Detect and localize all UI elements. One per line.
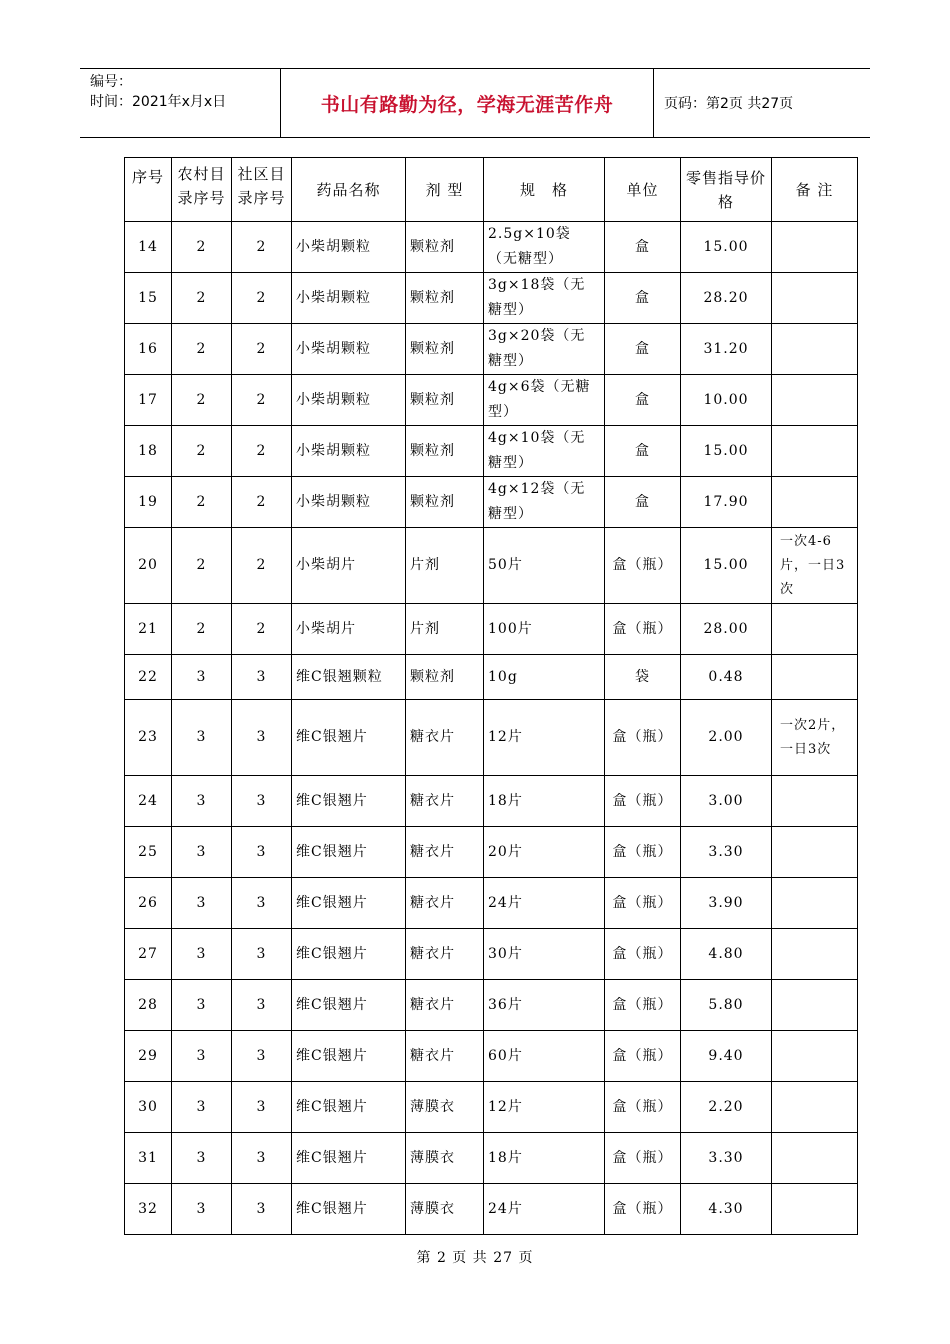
cell-dosage-form: 颗粒剂 (406, 324, 484, 375)
cell-unit: 盒（瓶） (605, 878, 681, 929)
cell-price: 4.80 (681, 929, 772, 980)
cell-drug-name: 维C银翘片 (292, 1184, 406, 1235)
cell-rural-no: 2 (172, 375, 232, 426)
cell-community-no: 3 (232, 980, 292, 1031)
cell-rural-no: 3 (172, 700, 232, 776)
table-row (125, 655, 858, 700)
cell-unit: 盒（瓶） (605, 1031, 681, 1082)
cell-remark (772, 980, 858, 1031)
cell-seq: 15 (125, 273, 172, 324)
drug-price-table (124, 157, 858, 1235)
table-row (125, 375, 858, 426)
cell-price: 10.00 (681, 375, 772, 426)
cell-seq: 23 (125, 700, 172, 776)
cell-remark (772, 1184, 858, 1235)
cell-spec: 36片 (484, 980, 605, 1031)
cell-unit: 盒 (605, 426, 681, 477)
cell-dosage-form: 颗粒剂 (406, 477, 484, 528)
cell-price: 3.30 (681, 1133, 772, 1184)
header-motto: 书山有路勤为径，学海无涯苦作舟 (281, 69, 654, 137)
cell-unit: 盒（瓶） (605, 604, 681, 655)
cell-remark (772, 776, 858, 827)
cell-seq: 17 (125, 375, 172, 426)
table-row (125, 426, 858, 477)
cell-rural-no: 3 (172, 1031, 232, 1082)
cell-price: 28.20 (681, 273, 772, 324)
cell-price: 3.90 (681, 878, 772, 929)
cell-dosage-form: 片剂 (406, 604, 484, 655)
cell-spec: 12片 (484, 1082, 605, 1133)
col-header-community-catalog: 社区目录序号 (232, 158, 292, 222)
cell-remark (772, 324, 858, 375)
cell-drug-name: 维C银翘片 (292, 980, 406, 1031)
cell-rural-no: 3 (172, 1184, 232, 1235)
cell-unit: 盒（瓶） (605, 929, 681, 980)
cell-unit: 盒（瓶） (605, 700, 681, 776)
cell-unit: 袋 (605, 655, 681, 700)
cell-rural-no: 2 (172, 273, 232, 324)
cell-price: 28.00 (681, 604, 772, 655)
cell-seq: 26 (125, 878, 172, 929)
cell-drug-name: 维C银翘片 (292, 776, 406, 827)
table-row (125, 1031, 858, 1082)
cell-drug-name: 维C银翘片 (292, 827, 406, 878)
cell-unit: 盒（瓶） (605, 1133, 681, 1184)
cell-dosage-form: 糖衣片 (406, 827, 484, 878)
cell-rural-no: 3 (172, 1133, 232, 1184)
cell-dosage-form: 片剂 (406, 528, 484, 604)
cell-spec: 3g×18袋（无糖型） (484, 273, 605, 324)
cell-community-no: 3 (232, 655, 292, 700)
cell-dosage-form: 糖衣片 (406, 776, 484, 827)
cell-remark (772, 878, 858, 929)
table-row (125, 1082, 858, 1133)
cell-spec: 100片 (484, 604, 605, 655)
cell-drug-name: 小柴胡颗粒 (292, 273, 406, 324)
cell-drug-name: 维C银翘颗粒 (292, 655, 406, 700)
cell-price: 15.00 (681, 528, 772, 604)
cell-price: 3.00 (681, 776, 772, 827)
cell-remark (772, 222, 858, 273)
cell-price: 2.20 (681, 1082, 772, 1133)
cell-seq: 18 (125, 426, 172, 477)
cell-price: 5.80 (681, 980, 772, 1031)
cell-seq: 16 (125, 324, 172, 375)
cell-rural-no: 3 (172, 878, 232, 929)
cell-spec: 4g×12袋（无糖型） (484, 477, 605, 528)
cell-spec: 30片 (484, 929, 605, 980)
table-row (125, 827, 858, 878)
cell-community-no: 2 (232, 222, 292, 273)
cell-rural-no: 2 (172, 426, 232, 477)
cell-remark (772, 426, 858, 477)
table-row (125, 528, 858, 604)
cell-unit: 盒 (605, 375, 681, 426)
cell-seq: 32 (125, 1184, 172, 1235)
cell-unit: 盒（瓶） (605, 980, 681, 1031)
table-row (125, 1133, 858, 1184)
cell-remark (772, 929, 858, 980)
cell-price: 31.20 (681, 324, 772, 375)
cell-rural-no: 2 (172, 604, 232, 655)
cell-rural-no: 2 (172, 324, 232, 375)
table-row (125, 477, 858, 528)
cell-unit: 盒（瓶） (605, 827, 681, 878)
col-header-drug-name: 药品名称 (292, 158, 406, 222)
cell-dosage-form: 薄膜衣 (406, 1082, 484, 1133)
cell-seq: 14 (125, 222, 172, 273)
cell-community-no: 2 (232, 604, 292, 655)
cell-unit: 盒 (605, 324, 681, 375)
cell-drug-name: 小柴胡颗粒 (292, 477, 406, 528)
table-row (125, 700, 858, 776)
cell-seq: 19 (125, 477, 172, 528)
cell-dosage-form: 颗粒剂 (406, 222, 484, 273)
table-row (125, 776, 858, 827)
cell-remark (772, 1082, 858, 1133)
cell-unit: 盒（瓶） (605, 776, 681, 827)
cell-drug-name: 维C银翘片 (292, 700, 406, 776)
cell-drug-name: 小柴胡颗粒 (292, 222, 406, 273)
cell-community-no: 3 (232, 700, 292, 776)
cell-unit: 盒 (605, 477, 681, 528)
col-header-unit: 单位 (605, 158, 681, 222)
page-footer: 第 2 页 共 27 页 (416, 1250, 534, 1266)
cell-dosage-form: 糖衣片 (406, 878, 484, 929)
cell-community-no: 3 (232, 1133, 292, 1184)
cell-rural-no: 2 (172, 477, 232, 528)
cell-drug-name: 维C银翘片 (292, 1133, 406, 1184)
cell-drug-name: 小柴胡颗粒 (292, 324, 406, 375)
cell-drug-name: 小柴胡片 (292, 528, 406, 604)
cell-community-no: 3 (232, 827, 292, 878)
cell-remark (772, 273, 858, 324)
cell-dosage-form: 糖衣片 (406, 1031, 484, 1082)
cell-dosage-form: 颗粒剂 (406, 426, 484, 477)
cell-drug-name: 维C银翘片 (292, 1031, 406, 1082)
cell-seq: 25 (125, 827, 172, 878)
cell-community-no: 2 (232, 426, 292, 477)
cell-rural-no: 3 (172, 827, 232, 878)
cell-spec: 60片 (484, 1031, 605, 1082)
cell-community-no: 2 (232, 477, 292, 528)
col-header-seq: 序号 (125, 158, 172, 222)
table-body (125, 222, 858, 1235)
cell-unit: 盒（瓶） (605, 1082, 681, 1133)
cell-rural-no: 3 (172, 980, 232, 1031)
cell-community-no: 2 (232, 324, 292, 375)
cell-spec: 10g (484, 655, 605, 700)
cell-spec: 50片 (484, 528, 605, 604)
cell-community-no: 2 (232, 375, 292, 426)
cell-spec: 18片 (484, 776, 605, 827)
cell-seq: 22 (125, 655, 172, 700)
table-row (125, 1184, 858, 1235)
table-row (125, 604, 858, 655)
cell-community-no: 3 (232, 776, 292, 827)
cell-community-no: 2 (232, 273, 292, 324)
cell-community-no: 2 (232, 528, 292, 604)
table-row (125, 878, 858, 929)
cell-seq: 21 (125, 604, 172, 655)
cell-drug-name: 小柴胡片 (292, 604, 406, 655)
page-header (80, 68, 870, 138)
cell-dosage-form: 糖衣片 (406, 929, 484, 980)
cell-drug-name: 维C银翘片 (292, 1082, 406, 1133)
cell-price: 3.30 (681, 827, 772, 878)
cell-spec: 18片 (484, 1133, 605, 1184)
cell-drug-name: 小柴胡颗粒 (292, 426, 406, 477)
cell-dosage-form: 颗粒剂 (406, 375, 484, 426)
cell-community-no: 3 (232, 1031, 292, 1082)
cell-unit: 盒 (605, 273, 681, 324)
cell-remark (772, 827, 858, 878)
cell-price: 4.30 (681, 1184, 772, 1235)
cell-seq: 24 (125, 776, 172, 827)
cell-seq: 20 (125, 528, 172, 604)
cell-dosage-form: 糖衣片 (406, 980, 484, 1031)
cell-spec: 20片 (484, 827, 605, 878)
cell-rural-no: 3 (172, 929, 232, 980)
cell-remark (772, 375, 858, 426)
table-row (125, 929, 858, 980)
cell-remark (772, 655, 858, 700)
cell-unit: 盒（瓶） (605, 1184, 681, 1235)
cell-seq: 28 (125, 980, 172, 1031)
cell-remark (772, 477, 858, 528)
cell-dosage-form: 薄膜衣 (406, 1133, 484, 1184)
cell-price: 15.00 (681, 222, 772, 273)
cell-seq: 27 (125, 929, 172, 980)
cell-dosage-form: 薄膜衣 (406, 1184, 484, 1235)
cell-rural-no: 2 (172, 528, 232, 604)
cell-remark: 一次4-6片，一日3次 (772, 528, 858, 604)
cell-rural-no: 3 (172, 1082, 232, 1133)
cell-drug-name: 维C银翘片 (292, 878, 406, 929)
cell-unit: 盒（瓶） (605, 528, 681, 604)
cell-remark (772, 1031, 858, 1082)
cell-community-no: 3 (232, 929, 292, 980)
col-header-dosage-form: 剂 型 (406, 158, 484, 222)
date-text: 时间：2021年x月x日 (90, 94, 227, 110)
col-header-retail-price: 零售指导价格 (681, 158, 772, 222)
cell-seq: 30 (125, 1082, 172, 1133)
cell-price: 0.48 (681, 655, 772, 700)
cell-spec: 12片 (484, 700, 605, 776)
col-header-remark: 备 注 (772, 158, 858, 222)
cell-spec: 3g×20袋（无糖型） (484, 324, 605, 375)
table-row (125, 324, 858, 375)
cell-drug-name: 小柴胡颗粒 (292, 375, 406, 426)
table-row (125, 273, 858, 324)
cell-price: 17.90 (681, 477, 772, 528)
header-page-info: 页码：第2页 共27页 (664, 96, 794, 112)
cell-rural-no: 2 (172, 222, 232, 273)
cell-rural-no: 3 (172, 655, 232, 700)
table-row (125, 222, 858, 273)
cell-seq: 29 (125, 1031, 172, 1082)
cell-community-no: 3 (232, 1082, 292, 1133)
cell-dosage-form: 颗粒剂 (406, 655, 484, 700)
cell-rural-no: 3 (172, 776, 232, 827)
col-header-spec: 规 格 (484, 158, 605, 222)
table-header-row (125, 158, 858, 222)
cell-community-no: 3 (232, 1184, 292, 1235)
cell-remark (772, 1133, 858, 1184)
cell-price: 15.00 (681, 426, 772, 477)
cell-seq: 31 (125, 1133, 172, 1184)
cell-spec: 4g×6袋（无糖型） (484, 375, 605, 426)
cell-spec: 24片 (484, 878, 605, 929)
cell-price: 9.40 (681, 1031, 772, 1082)
header-meta (80, 69, 281, 137)
cell-unit: 盒 (605, 222, 681, 273)
cell-remark (772, 604, 858, 655)
cell-dosage-form: 颗粒剂 (406, 273, 484, 324)
doc-number-label: 编号： (90, 74, 132, 90)
cell-spec: 2.5g×10袋（无糖型） (484, 222, 605, 273)
table-row (125, 980, 858, 1031)
cell-price: 2.00 (681, 700, 772, 776)
cell-community-no: 3 (232, 878, 292, 929)
cell-dosage-form: 糖衣片 (406, 700, 484, 776)
cell-drug-name: 维C银翘片 (292, 929, 406, 980)
cell-remark: 一次2片，一日3次 (772, 700, 858, 776)
col-header-rural-catalog: 农村目录序号 (172, 158, 232, 222)
cell-spec: 4g×10袋（无糖型） (484, 426, 605, 477)
cell-spec: 24片 (484, 1184, 605, 1235)
